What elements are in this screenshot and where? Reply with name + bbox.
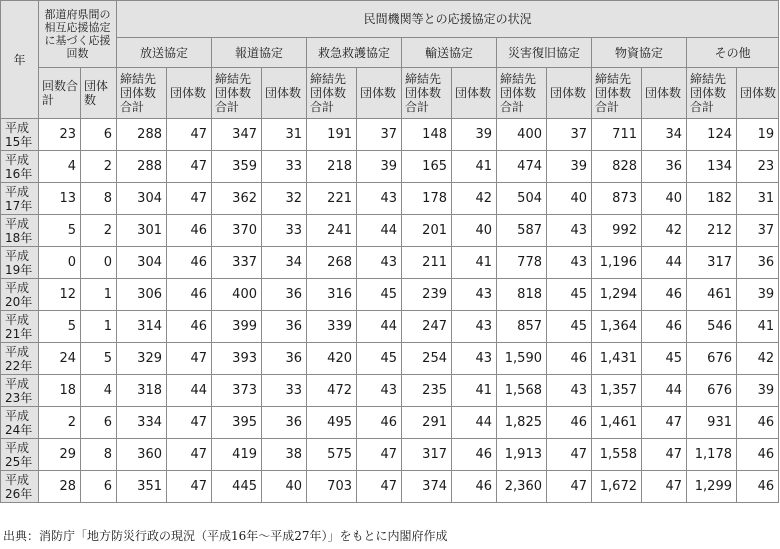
value-cell: 1,825 — [497, 407, 547, 439]
value-cell: 47 — [357, 439, 402, 471]
value-cell: 317 — [402, 439, 452, 471]
value-cell: 239 — [402, 279, 452, 311]
group-count-header-0: 団体数 — [167, 68, 212, 119]
value-cell: 676 — [687, 375, 737, 407]
value-cell: 34 — [262, 247, 307, 279]
value-cell: 778 — [497, 247, 547, 279]
value-cell: 37 — [547, 119, 592, 151]
year-cell — [1, 279, 39, 311]
value-cell: 4 — [39, 151, 81, 183]
value-cell: 1,672 — [592, 471, 642, 503]
pref-group-count-header: 団体数 — [81, 68, 117, 119]
value-cell: 37 — [357, 119, 402, 151]
concluded-total-header-2: 締結先団体数合計 — [307, 68, 357, 119]
year-header: 年 — [1, 1, 39, 119]
value-cell: 36 — [262, 311, 307, 343]
value-cell: 4 — [81, 375, 117, 407]
concluded-total-header-3: 締結先団体数合計 — [402, 68, 452, 119]
table-row — [1, 407, 779, 439]
value-cell: 1 — [81, 311, 117, 343]
source-note: 出典：消防庁「地方防災行政の現況（平成16年～平成27年）」をもとに内閣府作成 — [3, 529, 448, 543]
value-cell: 46 — [167, 215, 212, 247]
value-cell: 400 — [212, 279, 262, 311]
value-cell: 36 — [262, 279, 307, 311]
value-cell: 43 — [357, 247, 402, 279]
value-cell: 1,357 — [592, 375, 642, 407]
table-row — [1, 471, 779, 503]
value-cell: 420 — [307, 343, 357, 375]
year-cell — [1, 343, 39, 375]
value-cell: 47 — [167, 471, 212, 503]
category-header-4: 災害復旧協定 — [497, 38, 592, 68]
value-cell: 23 — [737, 151, 779, 183]
value-cell: 178 — [402, 183, 452, 215]
value-cell: 2 — [39, 407, 81, 439]
value-cell: 47 — [642, 471, 687, 503]
year-cell — [1, 311, 39, 343]
table-row — [1, 311, 779, 343]
value-cell: 44 — [357, 215, 402, 247]
value-cell: 575 — [307, 439, 357, 471]
value-cell: 46 — [547, 407, 592, 439]
value-cell: 39 — [452, 119, 497, 151]
value-cell: 347 — [212, 119, 262, 151]
value-cell: 1,299 — [687, 471, 737, 503]
concluded-total-header-5: 締結先団体数合計 — [592, 68, 642, 119]
value-cell: 41 — [452, 247, 497, 279]
value-cell: 291 — [402, 407, 452, 439]
value-cell: 40 — [547, 183, 592, 215]
concluded-total-header-6: 締結先団体数合計 — [687, 68, 737, 119]
year-cell — [1, 215, 39, 247]
value-cell: 1 — [81, 279, 117, 311]
value-cell: 47 — [167, 151, 212, 183]
value-cell: 45 — [642, 343, 687, 375]
table-row — [1, 215, 779, 247]
value-cell: 42 — [452, 183, 497, 215]
value-cell: 47 — [547, 439, 592, 471]
value-cell: 45 — [547, 279, 592, 311]
value-cell: 304 — [117, 247, 167, 279]
value-cell: 42 — [642, 215, 687, 247]
value-cell: 36 — [737, 247, 779, 279]
value-cell: 46 — [167, 311, 212, 343]
value-cell: 221 — [307, 183, 357, 215]
value-cell: 212 — [687, 215, 737, 247]
value-cell: 41 — [452, 151, 497, 183]
value-cell: 6 — [81, 119, 117, 151]
group-count-header-1: 団体数 — [262, 68, 307, 119]
year-cell — [1, 151, 39, 183]
value-cell: 40 — [262, 471, 307, 503]
value-cell: 43 — [452, 311, 497, 343]
category-header-5: 物資協定 — [592, 38, 687, 68]
year-cell — [1, 471, 39, 503]
value-cell: 47 — [167, 183, 212, 215]
value-cell: 37 — [737, 215, 779, 247]
value-cell: 13 — [39, 183, 81, 215]
value-cell: 461 — [687, 279, 737, 311]
value-cell: 36 — [262, 343, 307, 375]
value-cell: 40 — [642, 183, 687, 215]
value-cell: 134 — [687, 151, 737, 183]
value-cell: 165 — [402, 151, 452, 183]
value-cell: 182 — [687, 183, 737, 215]
value-cell: 36 — [642, 151, 687, 183]
value-cell: 474 — [497, 151, 547, 183]
value-cell: 41 — [452, 375, 497, 407]
value-cell: 19 — [737, 119, 779, 151]
year-label: 平成 26年 — [5, 472, 33, 501]
value-cell: 32 — [262, 183, 307, 215]
value-cell: 47 — [167, 407, 212, 439]
value-cell: 124 — [687, 119, 737, 151]
value-cell: 47 — [642, 439, 687, 471]
concluded-total-header-1: 締結先団体数合計 — [212, 68, 262, 119]
year-cell — [1, 183, 39, 215]
value-cell: 46 — [167, 279, 212, 311]
value-cell: 46 — [737, 471, 779, 503]
value-cell: 45 — [357, 343, 402, 375]
value-cell: 703 — [307, 471, 357, 503]
value-cell: 44 — [642, 375, 687, 407]
value-cell: 304 — [117, 183, 167, 215]
value-cell: 44 — [357, 311, 402, 343]
year-label: 平成 17年 — [5, 184, 33, 213]
value-cell: 2 — [81, 215, 117, 247]
value-cell: 43 — [357, 375, 402, 407]
value-cell: 370 — [212, 215, 262, 247]
value-cell: 24 — [39, 343, 81, 375]
value-cell: 873 — [592, 183, 642, 215]
year-label: 平成 16年 — [5, 152, 33, 181]
value-cell: 46 — [737, 439, 779, 471]
value-cell: 1,431 — [592, 343, 642, 375]
value-cell: 44 — [167, 375, 212, 407]
value-cell: 1,364 — [592, 311, 642, 343]
value-cell: 34 — [642, 119, 687, 151]
value-cell: 38 — [262, 439, 307, 471]
value-cell: 1,568 — [497, 375, 547, 407]
value-cell: 43 — [547, 375, 592, 407]
value-cell: 47 — [547, 471, 592, 503]
value-cell: 31 — [737, 183, 779, 215]
value-cell: 36 — [262, 407, 307, 439]
value-cell: 6 — [81, 471, 117, 503]
value-cell: 395 — [212, 407, 262, 439]
value-cell: 351 — [117, 471, 167, 503]
value-cell: 43 — [357, 183, 402, 215]
value-cell: 362 — [212, 183, 262, 215]
value-cell: 43 — [547, 247, 592, 279]
value-cell: 41 — [737, 311, 779, 343]
value-cell: 1,558 — [592, 439, 642, 471]
value-cell: 18 — [39, 375, 81, 407]
value-cell: 711 — [592, 119, 642, 151]
value-cell: 39 — [547, 151, 592, 183]
value-cell: 247 — [402, 311, 452, 343]
year-label: 平成 15年 — [5, 120, 33, 149]
value-cell: 39 — [357, 151, 402, 183]
value-cell: 857 — [497, 311, 547, 343]
value-cell: 47 — [167, 343, 212, 375]
value-cell: 47 — [167, 119, 212, 151]
concluded-total-header-0: 締結先団体数合計 — [117, 68, 167, 119]
value-cell: 45 — [357, 279, 402, 311]
year-cell — [1, 247, 39, 279]
year-label: 平成 22年 — [5, 344, 33, 373]
value-cell: 400 — [497, 119, 547, 151]
category-header-row — [1, 38, 779, 68]
value-cell: 33 — [262, 375, 307, 407]
year-label: 平成 20年 — [5, 280, 33, 309]
year-cell — [1, 119, 39, 151]
value-cell: 43 — [452, 343, 497, 375]
value-cell: 33 — [262, 151, 307, 183]
value-cell: 1,461 — [592, 407, 642, 439]
value-cell: 992 — [592, 215, 642, 247]
value-cell: 931 — [687, 407, 737, 439]
table-body — [1, 119, 779, 503]
value-cell: 44 — [452, 407, 497, 439]
value-cell: 5 — [39, 215, 81, 247]
year-label: 平成 24年 — [5, 408, 33, 437]
value-cell: 445 — [212, 471, 262, 503]
value-cell: 314 — [117, 311, 167, 343]
value-cell: 235 — [402, 375, 452, 407]
value-cell: 39 — [737, 279, 779, 311]
value-cell: 42 — [737, 343, 779, 375]
value-cell: 337 — [212, 247, 262, 279]
value-cell: 329 — [117, 343, 167, 375]
value-cell: 29 — [39, 439, 81, 471]
value-cell: 46 — [642, 311, 687, 343]
value-cell: 218 — [307, 151, 357, 183]
value-cell: 1,590 — [497, 343, 547, 375]
year-label: 平成 21年 — [5, 312, 33, 341]
value-cell: 23 — [39, 119, 81, 151]
year-label: 平成 23年 — [5, 376, 33, 405]
sub-header-row — [1, 68, 779, 119]
value-cell: 44 — [642, 247, 687, 279]
group-count-header-3: 団体数 — [452, 68, 497, 119]
value-cell: 46 — [357, 407, 402, 439]
value-cell: 393 — [212, 343, 262, 375]
value-cell: 373 — [212, 375, 262, 407]
value-cell: 191 — [307, 119, 357, 151]
value-cell: 1,178 — [687, 439, 737, 471]
value-cell: 241 — [307, 215, 357, 247]
value-cell: 676 — [687, 343, 737, 375]
value-cell: 201 — [402, 215, 452, 247]
value-cell: 47 — [167, 439, 212, 471]
table-row — [1, 247, 779, 279]
value-cell: 1,196 — [592, 247, 642, 279]
group-count-header-4: 団体数 — [547, 68, 592, 119]
value-cell: 45 — [547, 311, 592, 343]
value-cell: 28 — [39, 471, 81, 503]
value-cell: 301 — [117, 215, 167, 247]
value-cell: 472 — [307, 375, 357, 407]
value-cell: 1,913 — [497, 439, 547, 471]
table-row — [1, 343, 779, 375]
value-cell: 374 — [402, 471, 452, 503]
value-cell: 6 — [81, 407, 117, 439]
value-cell: 306 — [117, 279, 167, 311]
value-cell: 46 — [642, 279, 687, 311]
value-cell: 148 — [402, 119, 452, 151]
value-cell: 5 — [39, 311, 81, 343]
value-cell: 31 — [262, 119, 307, 151]
value-cell: 211 — [402, 247, 452, 279]
table-row — [1, 119, 779, 151]
value-cell: 339 — [307, 311, 357, 343]
concluded-total-header-4: 締結先団体数合計 — [497, 68, 547, 119]
year-label: 平成 18年 — [5, 216, 33, 245]
value-cell: 1,294 — [592, 279, 642, 311]
value-cell: 0 — [39, 247, 81, 279]
value-cell: 254 — [402, 343, 452, 375]
value-cell: 828 — [592, 151, 642, 183]
value-cell: 43 — [452, 279, 497, 311]
category-header-0: 放送協定 — [117, 38, 212, 68]
value-cell: 2 — [81, 151, 117, 183]
value-cell: 39 — [737, 375, 779, 407]
year-cell — [1, 439, 39, 471]
group-count-header-6: 団体数 — [737, 68, 779, 119]
value-cell: 46 — [452, 471, 497, 503]
year-label: 平成 19年 — [5, 248, 33, 277]
value-cell: 546 — [687, 311, 737, 343]
value-cell: 288 — [117, 151, 167, 183]
value-cell: 288 — [117, 119, 167, 151]
table-row — [1, 439, 779, 471]
value-cell: 47 — [357, 471, 402, 503]
year-label: 平成 25年 — [5, 440, 33, 469]
value-cell: 504 — [497, 183, 547, 215]
table-header — [1, 1, 779, 119]
category-header-6: その他 — [687, 38, 779, 68]
value-cell: 360 — [117, 439, 167, 471]
value-cell: 46 — [167, 247, 212, 279]
table-row — [1, 151, 779, 183]
value-cell: 46 — [737, 407, 779, 439]
value-cell: 12 — [39, 279, 81, 311]
value-cell: 587 — [497, 215, 547, 247]
value-cell: 47 — [642, 407, 687, 439]
value-cell: 317 — [687, 247, 737, 279]
value-cell: 818 — [497, 279, 547, 311]
category-header-2: 救急救護協定 — [307, 38, 402, 68]
value-cell: 43 — [547, 215, 592, 247]
value-cell: 419 — [212, 439, 262, 471]
pref-count-total-header: 回数合計 — [39, 68, 81, 119]
value-cell: 46 — [547, 343, 592, 375]
year-cell — [1, 407, 39, 439]
value-cell: 40 — [452, 215, 497, 247]
value-cell: 8 — [81, 439, 117, 471]
value-cell: 5 — [81, 343, 117, 375]
private-agreement-header: 民間機関等との応援協定の状況 — [117, 1, 779, 38]
table-row — [1, 279, 779, 311]
value-cell: 318 — [117, 375, 167, 407]
value-cell: 316 — [307, 279, 357, 311]
category-header-1: 報道協定 — [212, 38, 307, 68]
value-cell: 334 — [117, 407, 167, 439]
value-cell: 495 — [307, 407, 357, 439]
value-cell: 399 — [212, 311, 262, 343]
value-cell: 359 — [212, 151, 262, 183]
value-cell: 46 — [452, 439, 497, 471]
value-cell: 268 — [307, 247, 357, 279]
group-count-header-5: 団体数 — [642, 68, 687, 119]
value-cell: 2,360 — [497, 471, 547, 503]
table-row — [1, 183, 779, 215]
group-count-header-2: 団体数 — [357, 68, 402, 119]
value-cell: 0 — [81, 247, 117, 279]
value-cell: 33 — [262, 215, 307, 247]
value-cell: 8 — [81, 183, 117, 215]
pref-support-header: 都道府県間の相互応援協定に基づく応援回数 — [39, 1, 117, 68]
year-cell — [1, 375, 39, 407]
table-row — [1, 375, 779, 407]
category-header-3: 輸送協定 — [402, 38, 497, 68]
